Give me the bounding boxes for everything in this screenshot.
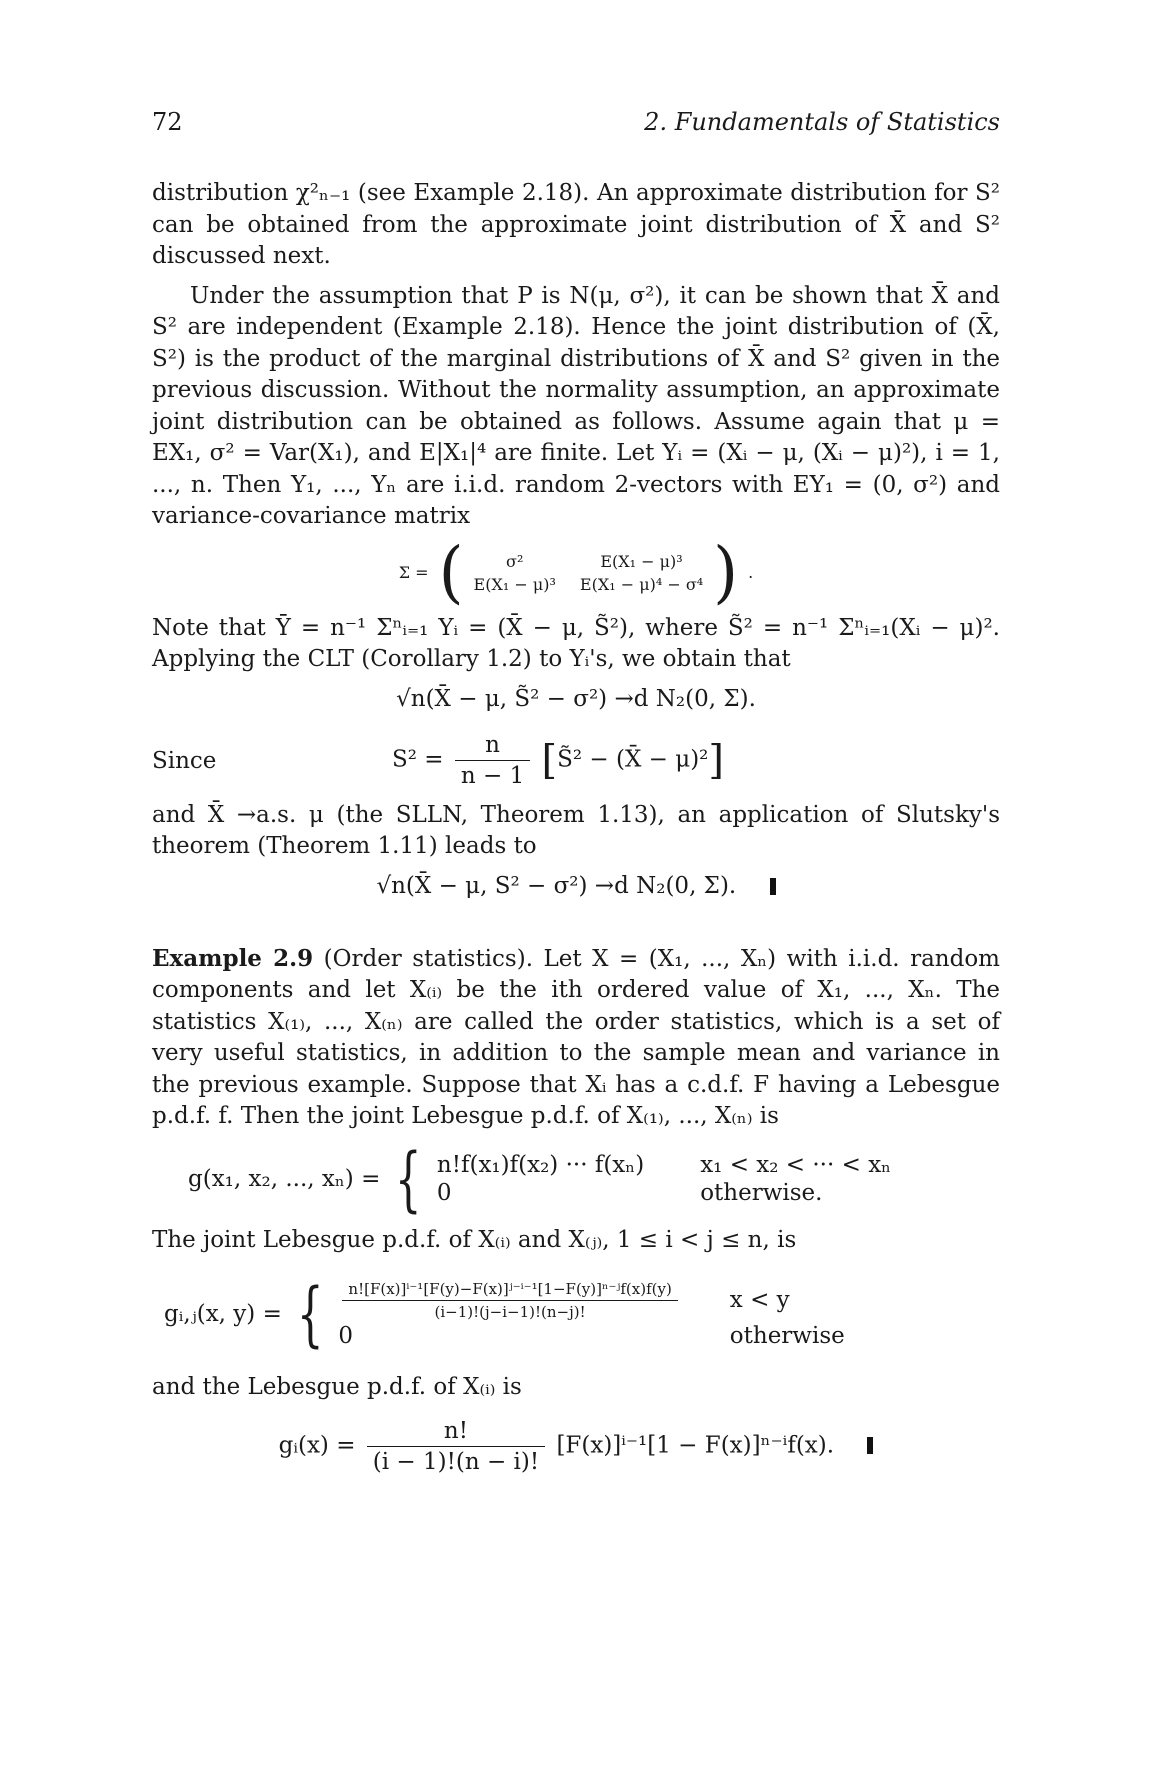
matrix-a22: E(X₁ − μ)⁴ − σ⁴ (579, 574, 704, 594)
paragraph-4: and X̄ →a.s. μ (the SLLN, Theorem 1.13), an application of Slutsky's theorem (Theorem 1.11) leads to (152, 801, 1000, 859)
matrix-a21: E(X₁ − μ)³ (473, 574, 556, 594)
joint-cond-2: otherwise. (700, 1179, 823, 1206)
matrix-body (474, 552, 704, 594)
single-denominator: (i − 1)!(n − i)! (372, 1448, 540, 1475)
pair-numerator: n![F(x)]ⁱ⁻¹[F(y)−F(x)]ʲ⁻ⁱ⁻¹[1−F(y)]ⁿ⁻ʲf(x)f(y) (342, 1280, 677, 1301)
left-brace: { (395, 1137, 422, 1220)
pair-cond-1: x < y (729, 1287, 790, 1313)
left-bracket: [ (541, 737, 558, 784)
right-bracket: ] (708, 737, 725, 784)
single-pdf-equation (152, 1418, 1000, 1475)
left-paren: ( (438, 533, 464, 612)
example-text: (Order statistics). Let X = (X₁, ..., Xₙ) with i.i.d. random components and let X₍ᵢ₎ be the ith ordered value of X₁, ..., Xₙ. The statistics X₍₁₎, ..., X₍ₙ₎ are called the order statistics, which is a set of very useful statistics, in addition to the sample mean and variance in the previous example. Suppose that Xᵢ has a c.d.f. F having a Lebesgue p.d.f. f. Then the joint Lebesgue p.d.f. of X₍₁₎, ..., X₍ₙ₎ is (152, 945, 1000, 1129)
pair-lhs: gᵢ,ⱼ(x, y) = (164, 1301, 282, 1327)
qed-square-icon (770, 878, 776, 895)
matrix-a11: σ² (506, 551, 524, 571)
pair-case-2: 0 (338, 1322, 354, 1349)
matrix-a12: E(X₁ − μ)³ (600, 551, 683, 571)
single-numerator: n! (367, 1418, 545, 1447)
joint-case-1: n!f(x₁)f(x₂) ··· f(xₙ) (436, 1151, 645, 1178)
left-brace: { (296, 1273, 324, 1355)
since-rhs: S̃² − (X̄ − μ)² (557, 746, 709, 773)
covariance-matrix-equation (152, 533, 1000, 613)
paragraph-2: Under the assumption that P is N(μ, σ²), it can be shown that X̄ and S² are independent (Example 2.18). Hence the joint distribution of (X̄, S²) is the product of the marginal distributions of X̄ and S² given in the previous discussion. Without the normality assumption, an approximate joint distribution can be obtained as follows. Assume again that μ = EX₁, σ² = Var(X₁), and E|X₁|⁴ are finite. Let Yᵢ = (Xᵢ − μ, (Xᵢ − μ)²), i = 1, ..., n. Then Y₁, ..., Yₙ are i.i.d. random 2-vectors with EY₁ = (0, σ²) and variance-covariance matrix (152, 282, 1000, 529)
right-paren: ) (713, 533, 739, 612)
pair-fraction (342, 1280, 677, 1321)
since-numerator: n (455, 732, 530, 761)
single-rhs: [F(x)]ⁱ⁻¹[1 − F(x)]ⁿ⁻ⁱf(x). (556, 1432, 835, 1458)
joint-cases (437, 1152, 891, 1206)
page (152, 108, 1000, 1485)
joint-case-2: 0 (436, 1179, 452, 1206)
page-header (152, 108, 1000, 148)
page-number: 72 (152, 108, 183, 136)
pair-pdf-equation (164, 1266, 1000, 1362)
example-label: Example 2.9 (152, 944, 314, 972)
since-denominator: n − 1 (460, 763, 525, 789)
since-label: Since (152, 747, 217, 774)
since-equation (392, 732, 724, 789)
paragraph-5: The joint Lebesgue p.d.f. of X₍ᵢ₎ and X₍ⱼ₎, 1 ≤ i < j ≤ n, is (152, 1226, 797, 1253)
pair-cases (338, 1280, 844, 1349)
single-fraction (367, 1418, 545, 1475)
paragraph-3: Note that Ȳ = n⁻¹ Σⁿᵢ₌₁ Yᵢ = (X̄ − μ, S̃²), where S̃² = n⁻¹ Σⁿᵢ₌₁(Xᵢ − μ)². Applying the CLT (Corollary 1.2) to Yᵢ's, we obtain that (152, 614, 1000, 672)
qed-square-icon (867, 1437, 873, 1454)
matrix-lhs: Σ = (398, 563, 429, 582)
pair-cond-2: otherwise (729, 1322, 845, 1349)
equation-slutsky-row (152, 873, 1000, 899)
single-lhs: gᵢ(x) = (278, 1432, 356, 1458)
joint-lhs: g(x₁, x₂, ..., xₙ) = (188, 1165, 381, 1192)
equation-clt: √n(X̄ − μ, S̃² − σ²) →d N₂(0, Σ). (396, 685, 756, 712)
matrix-end: . (748, 563, 754, 582)
running-title: 2. Fundamentals of Statistics (644, 108, 1000, 136)
joint-cond-1: x₁ < x₂ < ··· < xₙ (700, 1151, 892, 1178)
since-equation-row (152, 722, 1000, 800)
pair-denominator: (i−1)!(j−i−1)!(n−j)! (434, 1302, 586, 1321)
since-fraction (455, 732, 530, 789)
paragraph-6: and the Lebesgue p.d.f. of X₍ᵢ₎ is (152, 1374, 522, 1400)
paragraph-1: distribution χ²ₙ₋₁ (see Example 2.18). An approximate distribution for S² can be obtained from the approximate joint distribution of X̄ and S² discussed next. (152, 180, 1000, 269)
example-paragraph (152, 943, 1000, 1133)
since-lhs: S² = (392, 746, 444, 773)
joint-pdf-equation (188, 1137, 1000, 1220)
equation-slutsky: √n(X̄ − μ, S² − σ²) →d N₂(0, Σ). (376, 872, 737, 899)
